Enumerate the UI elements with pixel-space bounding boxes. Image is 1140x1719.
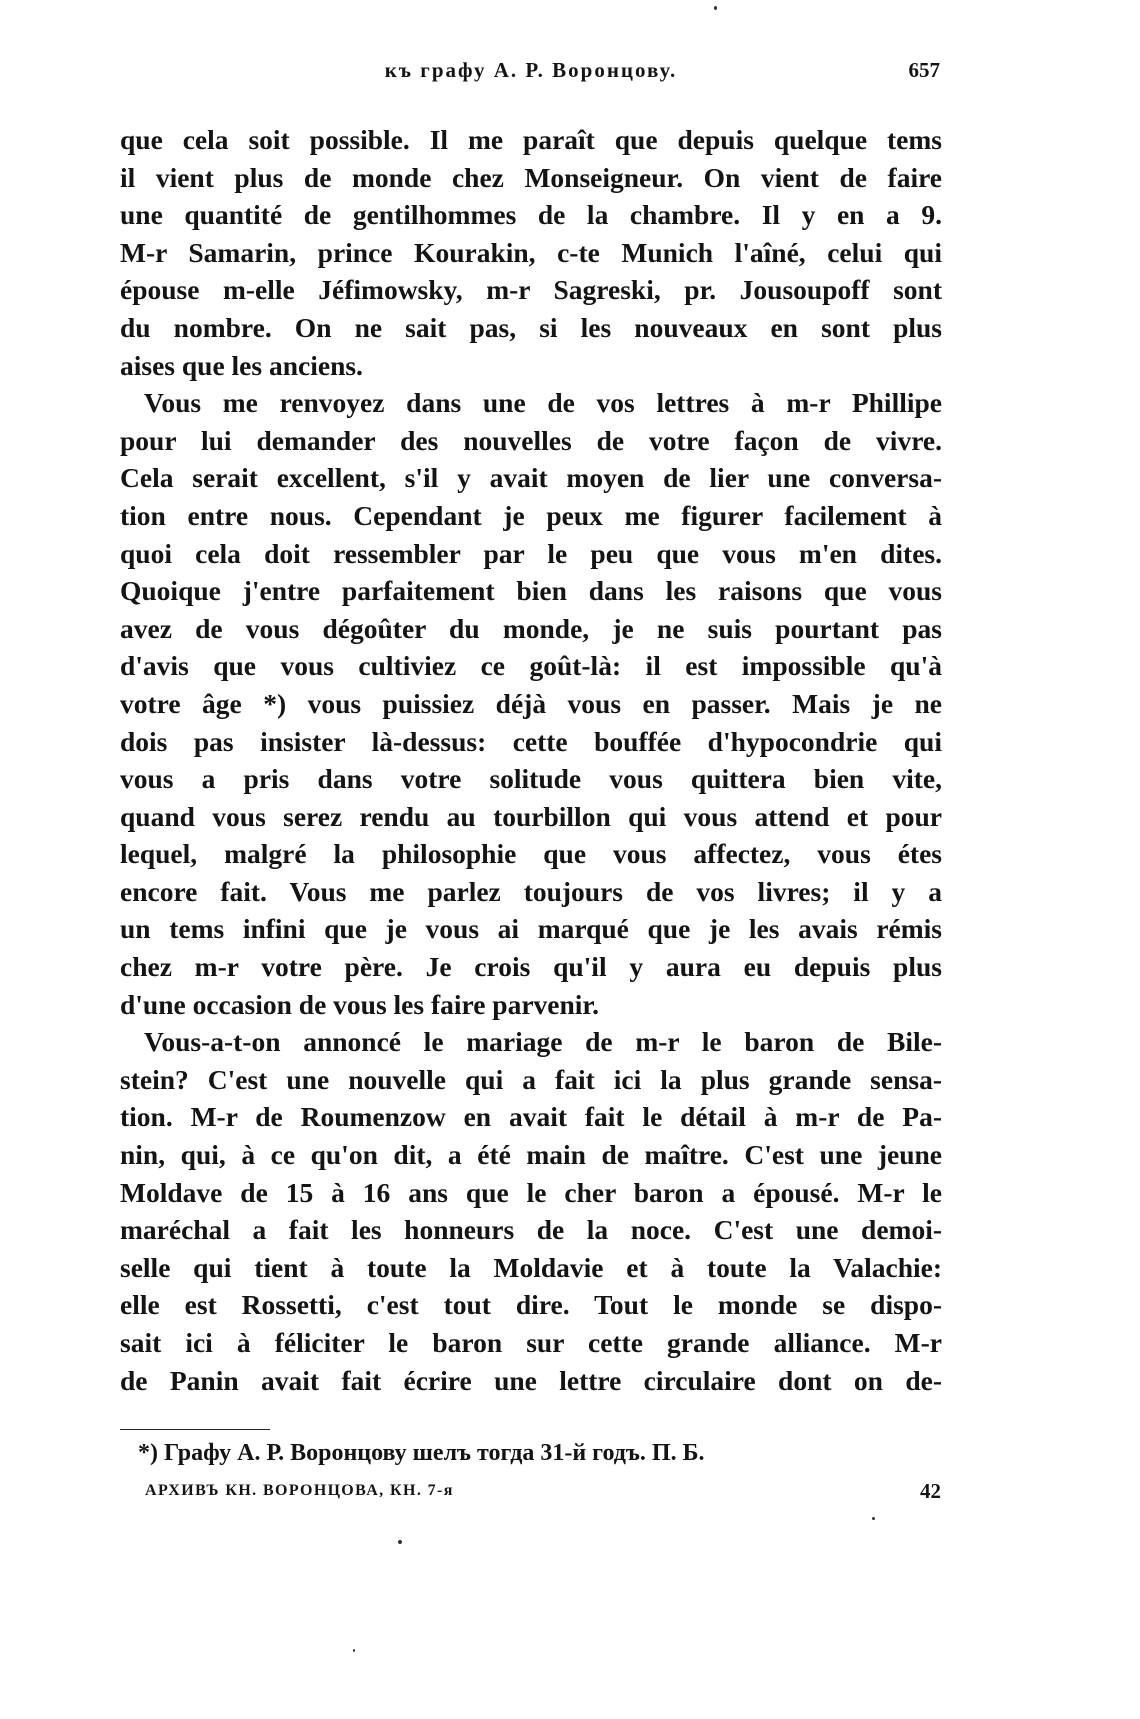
sheet-number: 42: [920, 1479, 941, 1503]
text-line: nin, qui, à ce qu'on dit, a été main de maître. C'est une jeune: [120, 1139, 942, 1171]
text-line: il vient plus de monde chez Monseigneur. On vient de faire: [120, 161, 942, 193]
text-line: Moldave de 15 à 16 ans que le cher baron a épousé. M-r le: [120, 1176, 942, 1208]
text-line: du nombre. On ne sait pas, si les nouveaux en sont plus: [120, 311, 942, 343]
text-line: chez m-r votre père. Je crois qu'il y aura eu depuis plus: [120, 951, 942, 983]
text-line: stein? C'est une nouvelle qui a fait ici la plus grande sensa-: [120, 1063, 942, 1095]
text-line: maréchal a fait les honneurs de la noce. C'est une demoi-: [120, 1214, 942, 1246]
text-line: vous a pris dans votre solitude vous quittera bien vite,: [120, 763, 942, 795]
text-line: d'avis que vous cultiviez ce goût-là: il est impossible qu'à: [120, 650, 942, 682]
text-line: de Panin avait fait écrire une lettre circulaire dont on de-: [120, 1364, 942, 1396]
scan-speck: [872, 1517, 875, 1520]
text-line: quand vous serez rendu au tourbillon qui vous attend et pour: [120, 800, 942, 832]
text-line: dois pas insister là-dessus: cette bouffée d'hypocondrie qui: [120, 725, 942, 757]
text-line: aises que les anciens.: [120, 349, 363, 381]
page-number: 657: [908, 58, 940, 82]
text-line: épouse m-elle Jéfimowsky, m-r Sagreski, pr. Jousoupoff sont: [120, 274, 942, 306]
text-line: avez de vous dégoûter du monde, je ne suis pourtant pas: [120, 612, 942, 644]
text-line: Vous me renvoyez dans une de vos lettres à m-r Phillipe: [144, 387, 942, 419]
signature-line: [145, 1479, 941, 1512]
text-line: lequel, malgré la philosophie que vous affectez, vous étes: [120, 838, 942, 870]
text-line: tion. M-r de Roumenzow en avait fait le détail à m-r de Pa-: [120, 1101, 942, 1133]
signature-mark: АРХИВЪ КН. ВОРОНЦОВА, КН. 7-я: [145, 1482, 454, 1499]
text-line: Cela serait excellent, s'il y avait moyen de lier une conversa-: [120, 462, 942, 494]
text-line: Quoique j'entre parfaitement bien dans les raisons que vous: [120, 575, 942, 607]
running-title: къ графу А. Р. Воронцову.: [384, 58, 678, 82]
scan-speck: [398, 1540, 402, 1544]
text-line: un tems infini que je vous ai marqué que je les avais rémis: [120, 913, 942, 945]
text-line: elle est Rossetti, c'est tout dire. Tout le monde se dispo-: [120, 1289, 942, 1321]
text-line: une quantité de gentilhommes de la chambre. Il y en a 9.: [120, 199, 942, 231]
text-line: sait ici à féliciter le baron sur cette grande alliance. M-r: [120, 1327, 942, 1358]
footnote-rule: [120, 1429, 270, 1430]
text-line: pour lui demander des nouvelles de votre façon de vivre.: [120, 424, 942, 456]
text-line: d'une occasion de vous les faire parvenir.: [120, 988, 599, 1020]
footnote: *) Графу А. Р. Воронцову шелъ тогда 31-й годъ. П. Б.: [138, 1440, 705, 1466]
scan-speck: [714, 6, 717, 10]
text-line: votre âge *) vous puissiez déjà vous en passer. Mais je ne: [120, 687, 942, 719]
text-line: encore fait. Vous me parlez toujours de vos livres; il y a: [120, 875, 942, 907]
text-line: que cela soit possible. Il me paraît que depuis quelque tems: [120, 124, 942, 155]
text-line: quoi cela doit ressembler par le peu que vous m'en dites.: [120, 537, 942, 569]
text-line: M-r Samarin, prince Kourakin, c-te Munich l'aîné, celui qui: [120, 236, 942, 268]
text-line: tion entre nous. Cependant je peux me figurer facilement à: [120, 499, 942, 531]
scan-speck: [353, 1649, 355, 1652]
running-head: [120, 58, 942, 98]
text-line: Vous-a-t-on annoncé le mariage de m-r le baron de Bile-: [144, 1026, 942, 1058]
body-text: [120, 121, 942, 1399]
text-line: selle qui tient à toute la Moldavie et à toute la Valachie:: [120, 1251, 942, 1283]
